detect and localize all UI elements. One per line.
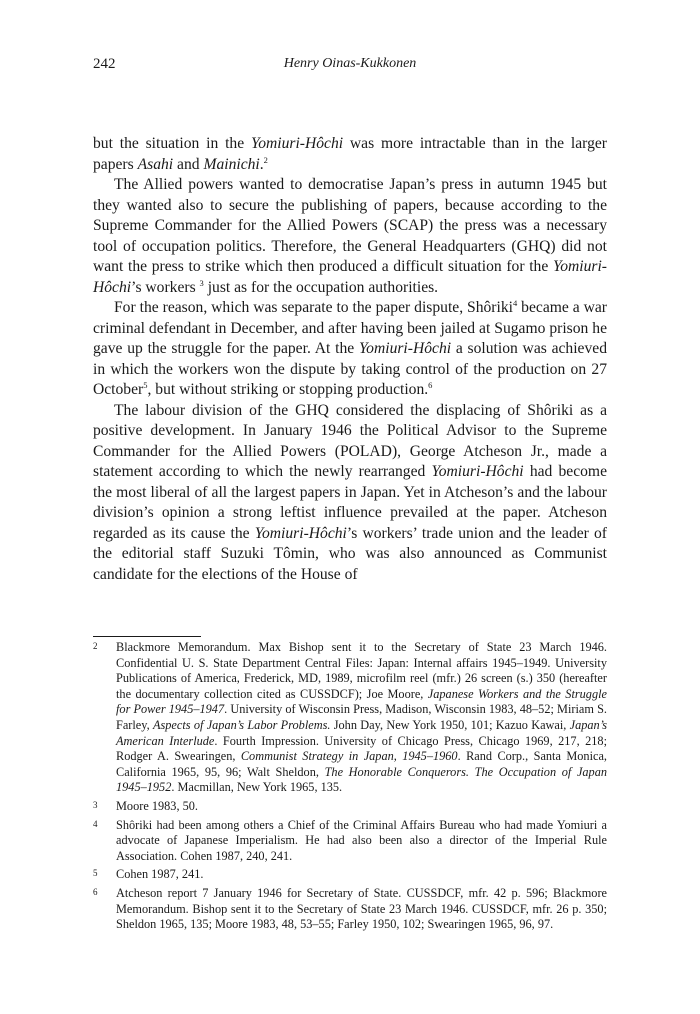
footnote-ref: 4 [512,297,518,308]
body-paragraph [93,175,607,298]
text-run: John Day, New York 1950, 101; Kazuo Kawai, [330,717,570,732]
italic-text: Yomiuri-Hôchi [358,340,452,357]
text-run: but the situation in the [93,135,251,152]
footnote [93,799,607,815]
text-run: . Macmillan, New York 1965, 135. [171,780,343,795]
page-number: 242 [93,56,116,72]
footnote-text [116,799,607,815]
text-run: The labour division of the GHQ considered the displacing of Shôriki as a positive development. In January 1946 the Political Advisor to the Supreme Commander for the Allied Powers (POLAD), George Atcheson Jr., made a statement according to which the newly rearranged [93,401,607,480]
footnote-ref: 3 [199,277,204,288]
footnote-text [116,886,607,933]
text-run: . Rand Corp., Santa Monica, California 1965, 95, 96; Walt Sheldon, [116,749,607,779]
footnote [93,867,607,883]
italic-text: Japanese Workers and the Struggle for Power 1945–1947 [116,686,607,717]
italic-text: Yomiuri-Hôchi [254,524,347,542]
footnote [93,640,607,796]
footnote-number: 3 [93,799,98,810]
running-head: Henry Oinas-Kukkonen [283,56,417,71]
text-run: Blackmore Memorandum. Max Bishop sent it to the Secretary of State 23 March 1946. Confidential U. S. State Department Central Files: Japan: Internal affairs 1945–1949. University Publications of America, Frederick, MD, 1989, microfilm reel (mfr.) 26 screen (s.) 350 (hereafter the documentary collection cited as CUSSDCF); Joe Moore, [116,640,607,701]
footnote-number: 6 [93,886,98,897]
footnote-number: 2 [93,641,98,651]
footnote-ref: 2 [263,154,268,165]
body-paragraph [93,298,607,401]
italic-text: Yomiuri-Hôchi [93,258,607,296]
text-run: . Fourth Impression. University of Chicago Press, Chicago 1969, 217, 218; Rodger A. Swearingen, [116,733,607,764]
text-run: The Allied powers wanted to democratise Japan’s press in autumn 1945 but they wanted also to secure the publishing of papers, because according to the Supreme Commander for the Allied Powers (SCAP) the press was a necessary tool of occupation politics. Therefore, the General Headquarters (GHQ) did not want the press to strike which then produced a difficult situation for the [93,176,607,275]
italic-text: The Honorable Conquerors. The Occupation of Japan 1945–1952 [116,764,608,795]
text-run: . [259,155,264,173]
text-run: Cohen 1987, 241. [116,867,204,882]
text-run: a solution was achieved in which the workers won the dispute by taking control of the production on 27 October [93,340,607,398]
footnote [93,818,607,865]
italic-text: Aspects of Japan’s Labor Problems. [152,717,331,732]
text-run: Moore 1983, 50. [116,798,198,813]
footnote-number: 4 [93,818,98,829]
footnote-number: 5 [93,868,98,879]
footnote-text [116,867,607,883]
italic-text: Asahi [137,155,174,173]
footnote-text [116,640,607,796]
footnote-ref: 5 [143,379,148,390]
text-run: , but without striking or stopping production. [147,381,429,398]
text-run: just as for the occupation authorities. [203,278,439,296]
body-text [93,134,607,585]
body-paragraph [93,401,607,586]
footnote-text [116,818,607,865]
text-run: was more intractable than in the larger papers [93,135,607,173]
footnotes [93,640,607,936]
footnote-ref: 6 [428,379,433,390]
italic-text: Mainichi [203,155,260,173]
body-paragraph [93,134,607,175]
text-run: became a war criminal defendant in December, and after having been jailed at Sugamo prison he gave up the struggle for the paper. At the [93,299,607,357]
text-run: Atcheson report 7 January 1946 for Secretary of State. CUSSDCF, mfr. 42 p. 596; Blackmore Memorandum. Bishop sent it to the Secretary of State 23 March 1946. CUSSDCF, mfr. 26 p. 350; Sheldon 1965, 135; Moore 1983, 48, 53–55; Farley 1950, 102; Swearingen 1965, 96, 97. [116,885,607,932]
text-run: ’s workers [131,278,200,296]
text-run: ’s workers’ trade union and the leader of the editorial staff Suzuki Tômin, who was also announced as Communist candidate for the elections of the House of [93,524,608,583]
italic-text: Japan’s American Interlude [116,717,608,748]
footnote-rule [93,636,201,637]
text-run: had become the most liberal of all the largest papers in Japan. Yet in Atcheson’s and the labour division’s opinion a strong leftist influence prevailed at the paper. Atcheson regarded as its cause the [93,463,607,542]
text-run: For the reason, which was separate to the paper dispute, Shôriki [114,299,513,316]
text-run: . University of Wisconsin Press, Madison, Wisconsin 1983, 48–52; Miriam S. Farley, [116,702,607,732]
text-run: Shôriki had been among others a Chief of the Criminal Affairs Bureau who had made Yomiuri a advocate of Japanese Imperialism. He had also been also a director of the Imperial Rule Association. Cohen 1987, 240, 241. [116,817,607,863]
italic-text: Communist Strategy in Japan, 1945–1960 [240,749,458,764]
italic-text: Yomiuri-Hôchi [250,135,344,152]
italic-text: Yomiuri-Hôchi [431,463,524,480]
text-run: and [173,155,204,173]
footnote [93,886,607,933]
